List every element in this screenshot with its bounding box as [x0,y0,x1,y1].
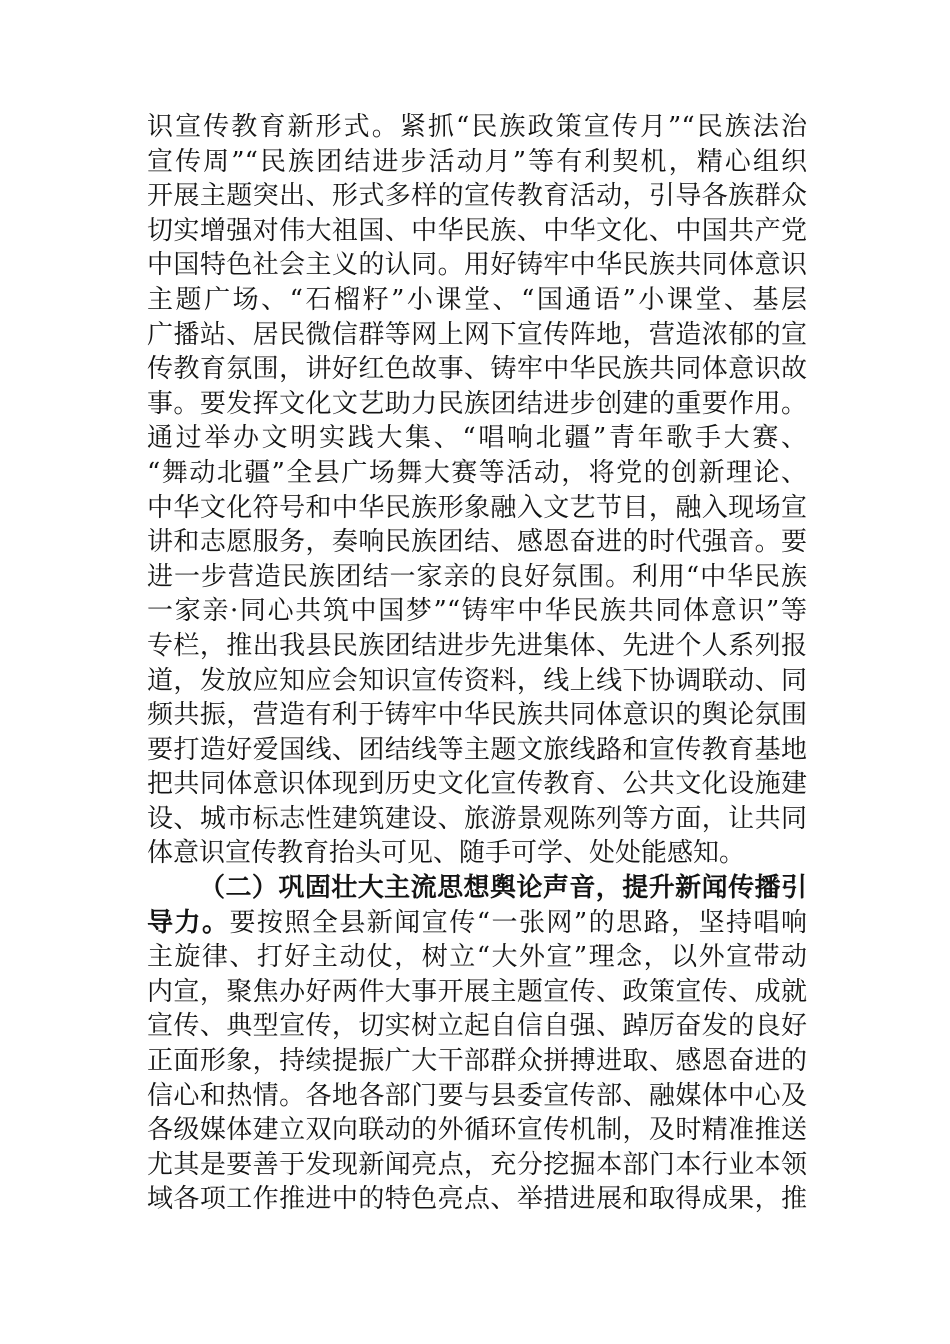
text-line: 专栏，推出我县民族团结进步先进集体、先进个人系列报 [147,630,807,661]
text-line: 通过举办文明实践大集、“唱响北疆”青年歌手大赛、 [147,423,807,454]
document-page [147,110,807,1217]
text-line: 进一步营造民族团结一家亲的良好氛围。利用“中华民族 [147,561,807,592]
paragraph-1 [147,110,807,871]
text-line: 把共同体意识体现到历史文化宣传教育、公共文化设施建 [147,769,807,800]
text-run: 要按照全县新闻宣传“一张网”的思路，坚持唱响 [229,907,807,938]
text-line: 道，发放应知应会知识宣传资料，线上线下协调联动、同 [147,665,807,696]
text-line: 宣传周”“民族团结进步活动月”等有利契机，精心组织 [147,146,807,177]
text-line: 要打造好爱国线、团结线等主题文旅线路和宣传教育基地 [147,734,807,765]
text-line: 内宣，聚焦办好两件大事开展主题宣传、政策宣传、成就 [147,976,807,1007]
text-line: 讲和志愿服务，奏响民族团结、感恩奋进的时代强音。要 [147,527,807,558]
text-line: 频共振，营造有利于铸牢中华民族共同体意识的舆论氛围 [147,700,807,731]
section-heading-end: 导力。 [147,907,230,938]
paragraph-2 [147,871,807,1217]
text-line: 正面形象，持续提振广大干部群众拼搏进取、感恩奋进的 [147,1046,807,1077]
text-line: 域各项工作推进中的特色亮点、举措进展和取得成果，推 [147,1184,807,1215]
text-line: 一家亲·同心共筑中国梦”“铸牢中华民族共同体意识”等 [147,596,807,627]
text-line [147,906,807,941]
text-line: 传教育氛围，讲好红色故事、铸牢中华民族共同体意识故 [147,354,807,385]
text-line: 中华文化符号和中华民族形象融入文艺节目，融入现场宣 [147,492,807,523]
text-line: 切实增强对伟大祖国、中华民族、中华文化、中国共产党 [147,215,807,246]
text-line: 主题广场、“石榴籽”小课堂、“国通语”小课堂、基层 [147,284,807,315]
section-heading: （二）巩固壮大主流思想舆论声音，提升新闻传播引 [199,873,807,904]
text-line: “舞动北疆”全县广场舞大赛等活动，将党的创新理论、 [147,457,807,488]
text-line: 事。要发挥文化文艺助力民族团结进步创建的重要作用。 [147,388,807,419]
text-line: 主旋律、打好主动仗，树立“大外宣”理念，以外宣带动 [147,942,807,973]
text-line: 开展主题突出、形式多样的宣传教育活动，引导各族群众 [147,181,807,212]
text-line: 体意识宣传教育抬头可见、随手可学、处处能感知。 [147,838,746,869]
text-line: 中国特色社会主义的认同。用好铸牢中华民族共同体意识 [147,250,807,281]
text-line: 各级媒体建立双向联动的外循环宣传机制，及时精准推送 [147,1115,807,1146]
text-line: 广播站、居民微信群等网上网下宣传阵地，营造浓郁的宣 [147,319,807,350]
text-line: 识宣传教育新形式。紧抓“民族政策宣传月”“民族法治 [147,112,807,142]
text-line: 尤其是要善于发现新闻亮点，充分挖掘本部门本行业本领 [147,1149,807,1180]
text-line: 宣传、典型宣传，切实树立起自信自强、踔厉奋发的良好 [147,1011,807,1042]
text-line: 设、城市标志性建筑建设、旅游景观陈列等方面，让共同 [147,803,807,834]
text-line: 信心和热情。各地各部门要与县委宣传部、融媒体中心及 [147,1080,807,1111]
